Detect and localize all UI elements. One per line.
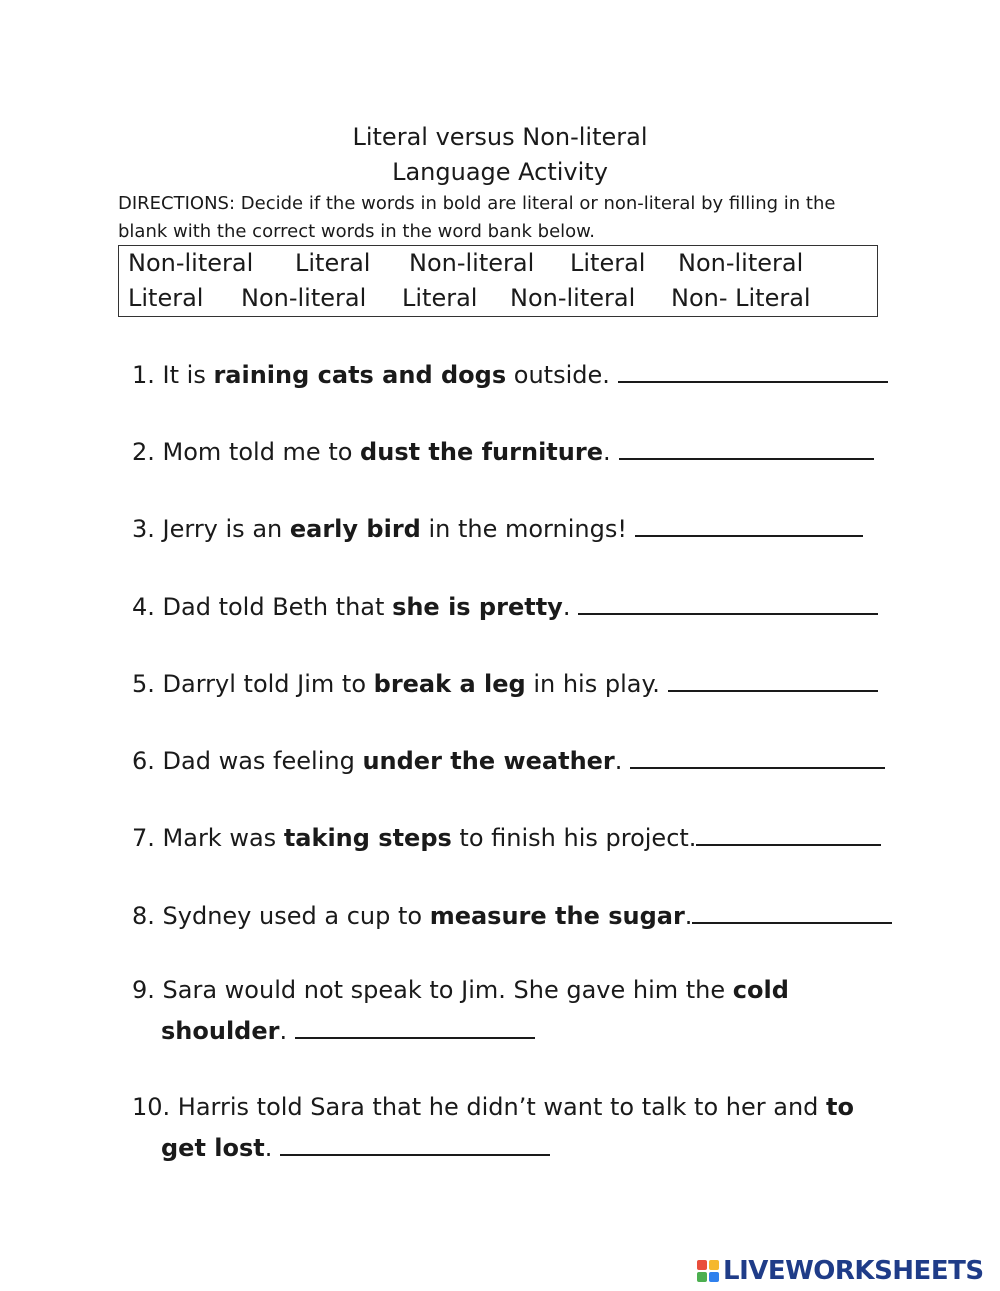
question-8: 8. Sydney used a cup to measure the sugar. <box>132 896 892 934</box>
question-3: 3. Jerry is an early bird in the mornings! <box>132 509 863 547</box>
word-bank-item: Non- Literal <box>671 284 811 312</box>
logo-square <box>697 1260 707 1270</box>
bold-phrase: to <box>826 1093 854 1121</box>
word-bank-item: Non-literal <box>128 249 254 277</box>
question-10: 10. Harris told Sara that he didn’t want to talk to her and to get lost. <box>132 1093 854 1162</box>
question-7: 7. Mark was taking steps to finish his project. <box>132 818 881 856</box>
answer-blank[interactable] <box>578 587 878 615</box>
logo-square <box>709 1272 719 1282</box>
word-bank-item: Literal <box>128 284 204 312</box>
bold-phrase: early bird <box>289 515 421 543</box>
question-6: 6. Dad was feeling under the weather. <box>132 741 885 779</box>
worksheet-subtitle: Language Activity <box>392 158 608 186</box>
bold-phrase: get lost <box>161 1134 265 1162</box>
word-bank <box>118 245 878 317</box>
bold-phrase: cold <box>732 976 789 1004</box>
logo-text: LIVEWORKSHEETS <box>723 1256 984 1286</box>
answer-blank[interactable] <box>696 818 881 846</box>
bold-phrase: she is pretty <box>392 593 563 621</box>
word-bank-item: Literal <box>570 249 646 277</box>
liveworksheets-logo <box>697 1255 984 1287</box>
bold-phrase: measure the sugar <box>429 902 685 930</box>
answer-blank[interactable] <box>280 1128 550 1156</box>
bold-phrase: under the weather <box>362 747 615 775</box>
answer-blank[interactable] <box>692 896 892 924</box>
word-bank-item: Literal <box>402 284 478 312</box>
answer-blank[interactable] <box>618 355 888 383</box>
bold-phrase: taking steps <box>283 824 452 852</box>
logo-square <box>697 1272 707 1282</box>
word-bank-item: Non-literal <box>409 249 535 277</box>
logo-squares-icon <box>697 1260 719 1282</box>
question-2: 2. Mom told me to dust the furniture. <box>132 432 874 470</box>
answer-blank[interactable] <box>635 509 863 537</box>
answer-blank[interactable] <box>668 664 878 692</box>
bold-phrase: shoulder <box>161 1017 280 1045</box>
question-9: 9. Sara would not speak to Jim. She gave him the cold shoulder. <box>132 976 789 1045</box>
bold-phrase: dust the furniture <box>360 438 603 466</box>
answer-blank[interactable] <box>630 741 885 769</box>
word-bank-item: Non-literal <box>678 249 804 277</box>
word-bank-item: Non-literal <box>510 284 636 312</box>
logo-square <box>709 1260 719 1270</box>
word-bank-item: Literal <box>295 249 371 277</box>
answer-blank[interactable] <box>619 432 874 460</box>
bold-phrase: break a leg <box>373 670 526 698</box>
word-bank-item: Non-literal <box>241 284 367 312</box>
question-4: 4. Dad told Beth that she is pretty. <box>132 587 878 625</box>
question-1: 1. It is raining cats and dogs outside. <box>132 355 888 393</box>
bold-phrase: raining cats and dogs <box>213 361 507 389</box>
answer-blank[interactable] <box>295 1011 535 1039</box>
question-5: 5. Darryl told Jim to break a leg in his play. <box>132 664 878 702</box>
worksheet-title: Literal versus Non-literal <box>352 123 648 151</box>
directions-text: DIRECTIONS: Decide if the words in bold are literal or non-literal by filling in the blank with the correct words in the word bank below. <box>118 193 836 242</box>
